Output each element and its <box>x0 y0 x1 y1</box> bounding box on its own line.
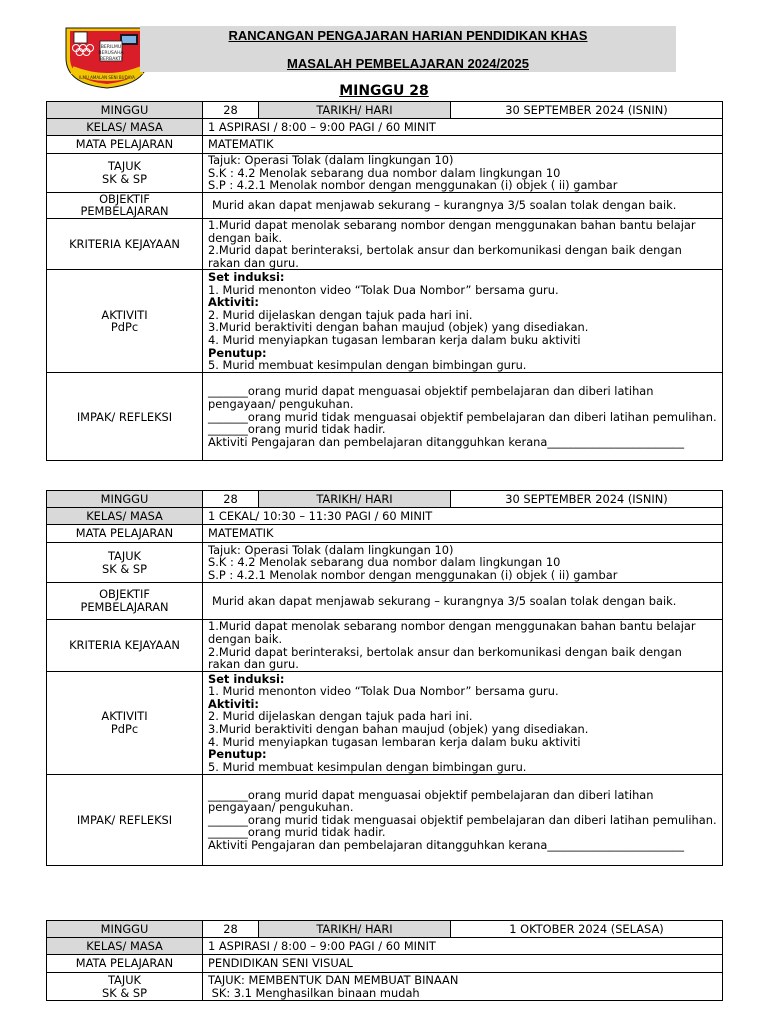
kelas-label: KELAS/ MASA <box>47 508 203 525</box>
tajuk-label: TAJUK SK & SP <box>47 543 203 583</box>
tarikh-label: TARIKH/ HARI <box>259 102 451 119</box>
row-aktiviti <box>47 672 723 775</box>
lesson-plan-table <box>46 101 723 461</box>
document-title: RANCANGAN PENGAJARAN HARIAN PENDIDIKAN KHAS <box>228 28 588 43</box>
objektif-value: Murid akan dapat menjawab sekurang – kurangnya 3/5 soalan tolak dengan baik. <box>203 192 723 218</box>
minggu-label: MINGGU <box>47 102 203 119</box>
motto-1: BERILMU <box>100 45 122 50</box>
impak-value: _______orang murid dapat menguasai objektif pembelajaran dan diberi latihan pengayaan/ pengukuhan. _______orang murid tidak menguasai objektif pembelajaran dan diberi latihan pemulihan. _______orang murid tidak hadir. Aktiviti Pengajaran dan pembelajaran ditangguhkan kerana________________________ <box>203 373 723 461</box>
school-crest-logo <box>62 24 152 90</box>
impak-value: _______orang murid dapat menguasai objektif pembelajaran dan diberi latihan pengayaan/ pengukuhan. _______orang murid tidak menguasai objektif pembelajaran dan diberi latihan pemulihan. _______orang murid tidak hadir. Aktiviti Pengajaran dan pembelajaran ditangguhkan kerana________________________ <box>203 775 723 866</box>
kelas-value: 1 ASPIRASI / 8:00 – 9:00 PAGI / 60 MINIT <box>203 119 723 136</box>
minggu-label: MINGGU <box>47 921 203 938</box>
row-tajuk <box>47 154 723 193</box>
row-kelas <box>47 508 723 525</box>
row-minggu <box>47 491 723 508</box>
tarikh-value: 30 SEPTEMBER 2024 (ISNIN) <box>451 491 723 508</box>
impak-label: IMPAK/ REFLEKSI <box>47 775 203 866</box>
book-icon <box>74 32 87 43</box>
aktiviti-label: AKTIVITI PdPc <box>47 270 203 373</box>
aktiviti-label: AKTIVITI PdPc <box>47 672 203 775</box>
kelas-value: 1 CEKAL/ 10:30 – 11:30 PAGI / 60 MINIT <box>203 508 723 525</box>
kriteria-label: KRITERIA KEJAYAAN <box>47 218 203 269</box>
mata-label: MATA PELAJARAN <box>47 136 203 154</box>
minggu-label: MINGGU <box>47 491 203 508</box>
objektif-value: Murid akan dapat menjawab sekurang – kurangnya 3/5 soalan tolak dengan baik. <box>203 583 723 620</box>
motto-2: BERUSAHA <box>98 51 124 56</box>
aktiviti-value: Set induksi: 1. Murid menonton video “Tolak Dua Nombor” bersama guru. Aktiviti: 2. Murid dijelaskan dengan tajuk pada hari ini. 3.Murid beraktiviti dengan bahan maujud (objek) yang disediakan. 4. Murid menyiapkan tugasan lembaran kerja dalam buku aktiviti Penutup: 5. Murid membuat kesimpulan dengan bimbingan guru. <box>203 672 723 775</box>
kriteria-value: 1.Murid dapat menolak sebarang nombor dengan menggunakan bahan bantu belajar dengan baik. 2.Murid dapat berinteraksi, bertolak ansur dan berkomunikasi dengan baik dengan rakan dan guru. <box>203 620 723 672</box>
kriteria-value: 1.Murid dapat menolak sebarang nombor dengan menggunakan bahan bantu belajar dengan baik. 2.Murid dapat berinteraksi, bertolak ansur dan berkomunikasi dengan baik dengan rakan dan guru. <box>203 218 723 269</box>
tarikh-label: TARIKH/ HARI <box>259 921 451 938</box>
row-kelas <box>47 938 723 955</box>
lesson-plan-table <box>46 490 723 866</box>
crest-ribbon-text: ILMU AMALAN SENI BUDAYA <box>79 75 135 80</box>
tajuk-value: Tajuk: Operasi Tolak (dalam lingkungan 10) S.K : 4.2 Menolak sebarang dua nombor dalam lingkungan 10 S.P : 4.2.1 Menolak nombor dengan menggunakan (i) objek ( ii) gambar <box>203 543 723 583</box>
kelas-value: 1 ASPIRASI / 8:00 – 9:00 PAGI / 60 MINIT <box>203 938 723 955</box>
row-aktiviti <box>47 270 723 373</box>
tarikh-value: 1 OKTOBER 2024 (SELASA) <box>451 921 723 938</box>
mata-value: MATEMATIK <box>203 525 723 543</box>
row-objektif <box>47 583 723 620</box>
row-kelas <box>47 119 723 136</box>
row-mata <box>47 525 723 543</box>
tarikh-value: 30 SEPTEMBER 2024 (ISNIN) <box>451 102 723 119</box>
mata-label: MATA PELAJARAN <box>47 955 203 973</box>
kelas-label: KELAS/ MASA <box>47 119 203 136</box>
objektif-label: OBJEKTIF PEMBELAJARAN <box>47 583 203 620</box>
row-impak <box>47 775 723 866</box>
objektif-label: OBJEKTIF PEMBELAJARAN <box>47 192 203 218</box>
row-minggu <box>47 921 723 938</box>
motto-3: BERBAKTI <box>99 57 123 62</box>
tajuk-value: TAJUK: MEMBENTUK DAN MEMBUAT BINAAN SK: 3.1 Menghasilkan binaan mudah <box>203 973 723 1001</box>
row-tajuk <box>47 973 723 1001</box>
tajuk-label: TAJUK SK & SP <box>47 973 203 1001</box>
kriteria-label: KRITERIA KEJAYAAN <box>47 620 203 672</box>
row-mata <box>47 955 723 973</box>
row-impak <box>47 373 723 461</box>
row-objektif <box>47 192 723 218</box>
row-kriteria <box>47 620 723 672</box>
mata-value: MATEMATIK <box>203 136 723 154</box>
minggu-value: 28 <box>203 491 259 508</box>
row-tajuk <box>47 543 723 583</box>
tarikh-label: TARIKH/ HARI <box>259 491 451 508</box>
row-kriteria <box>47 218 723 269</box>
aktiviti-value: Set induksi: 1. Murid menonton video “Tolak Dua Nombor” bersama guru. Aktiviti: 2. Murid dijelaskan dengan tajuk pada hari ini. 3.Murid beraktiviti dengan bahan maujud (objek) yang disediakan. 4. Murid menyiapkan tugasan lembaran kerja dalam buku aktiviti Penutup: 5. Murid membuat kesimpulan dengan bimbingan guru. <box>203 270 723 373</box>
tajuk-label: TAJUK SK & SP <box>47 154 203 193</box>
impak-label: IMPAK/ REFLEKSI <box>47 373 203 461</box>
mata-label: MATA PELAJARAN <box>47 525 203 543</box>
minggu-value: 28 <box>203 102 259 119</box>
minggu-value: 28 <box>203 921 259 938</box>
week-title: MINGGU 28 <box>339 83 429 99</box>
row-minggu <box>47 102 723 119</box>
mata-value: PENDIDIKAN SENI VISUAL <box>203 955 723 973</box>
document-subtitle: MASALAH PEMBELAJARAN 2024/2025 <box>286 56 529 71</box>
lesson-plan-table <box>46 920 723 1001</box>
tajuk-value: Tajuk: Operasi Tolak (dalam lingkungan 10) S.K : 4.2 Menolak sebarang dua nombor dalam lingkungan 10 S.P : 4.2.1 Menolak nombor dengan menggunakan (i) objek ( ii) gambar <box>203 154 723 193</box>
row-mata <box>47 136 723 154</box>
kelas-label: KELAS/ MASA <box>47 938 203 955</box>
